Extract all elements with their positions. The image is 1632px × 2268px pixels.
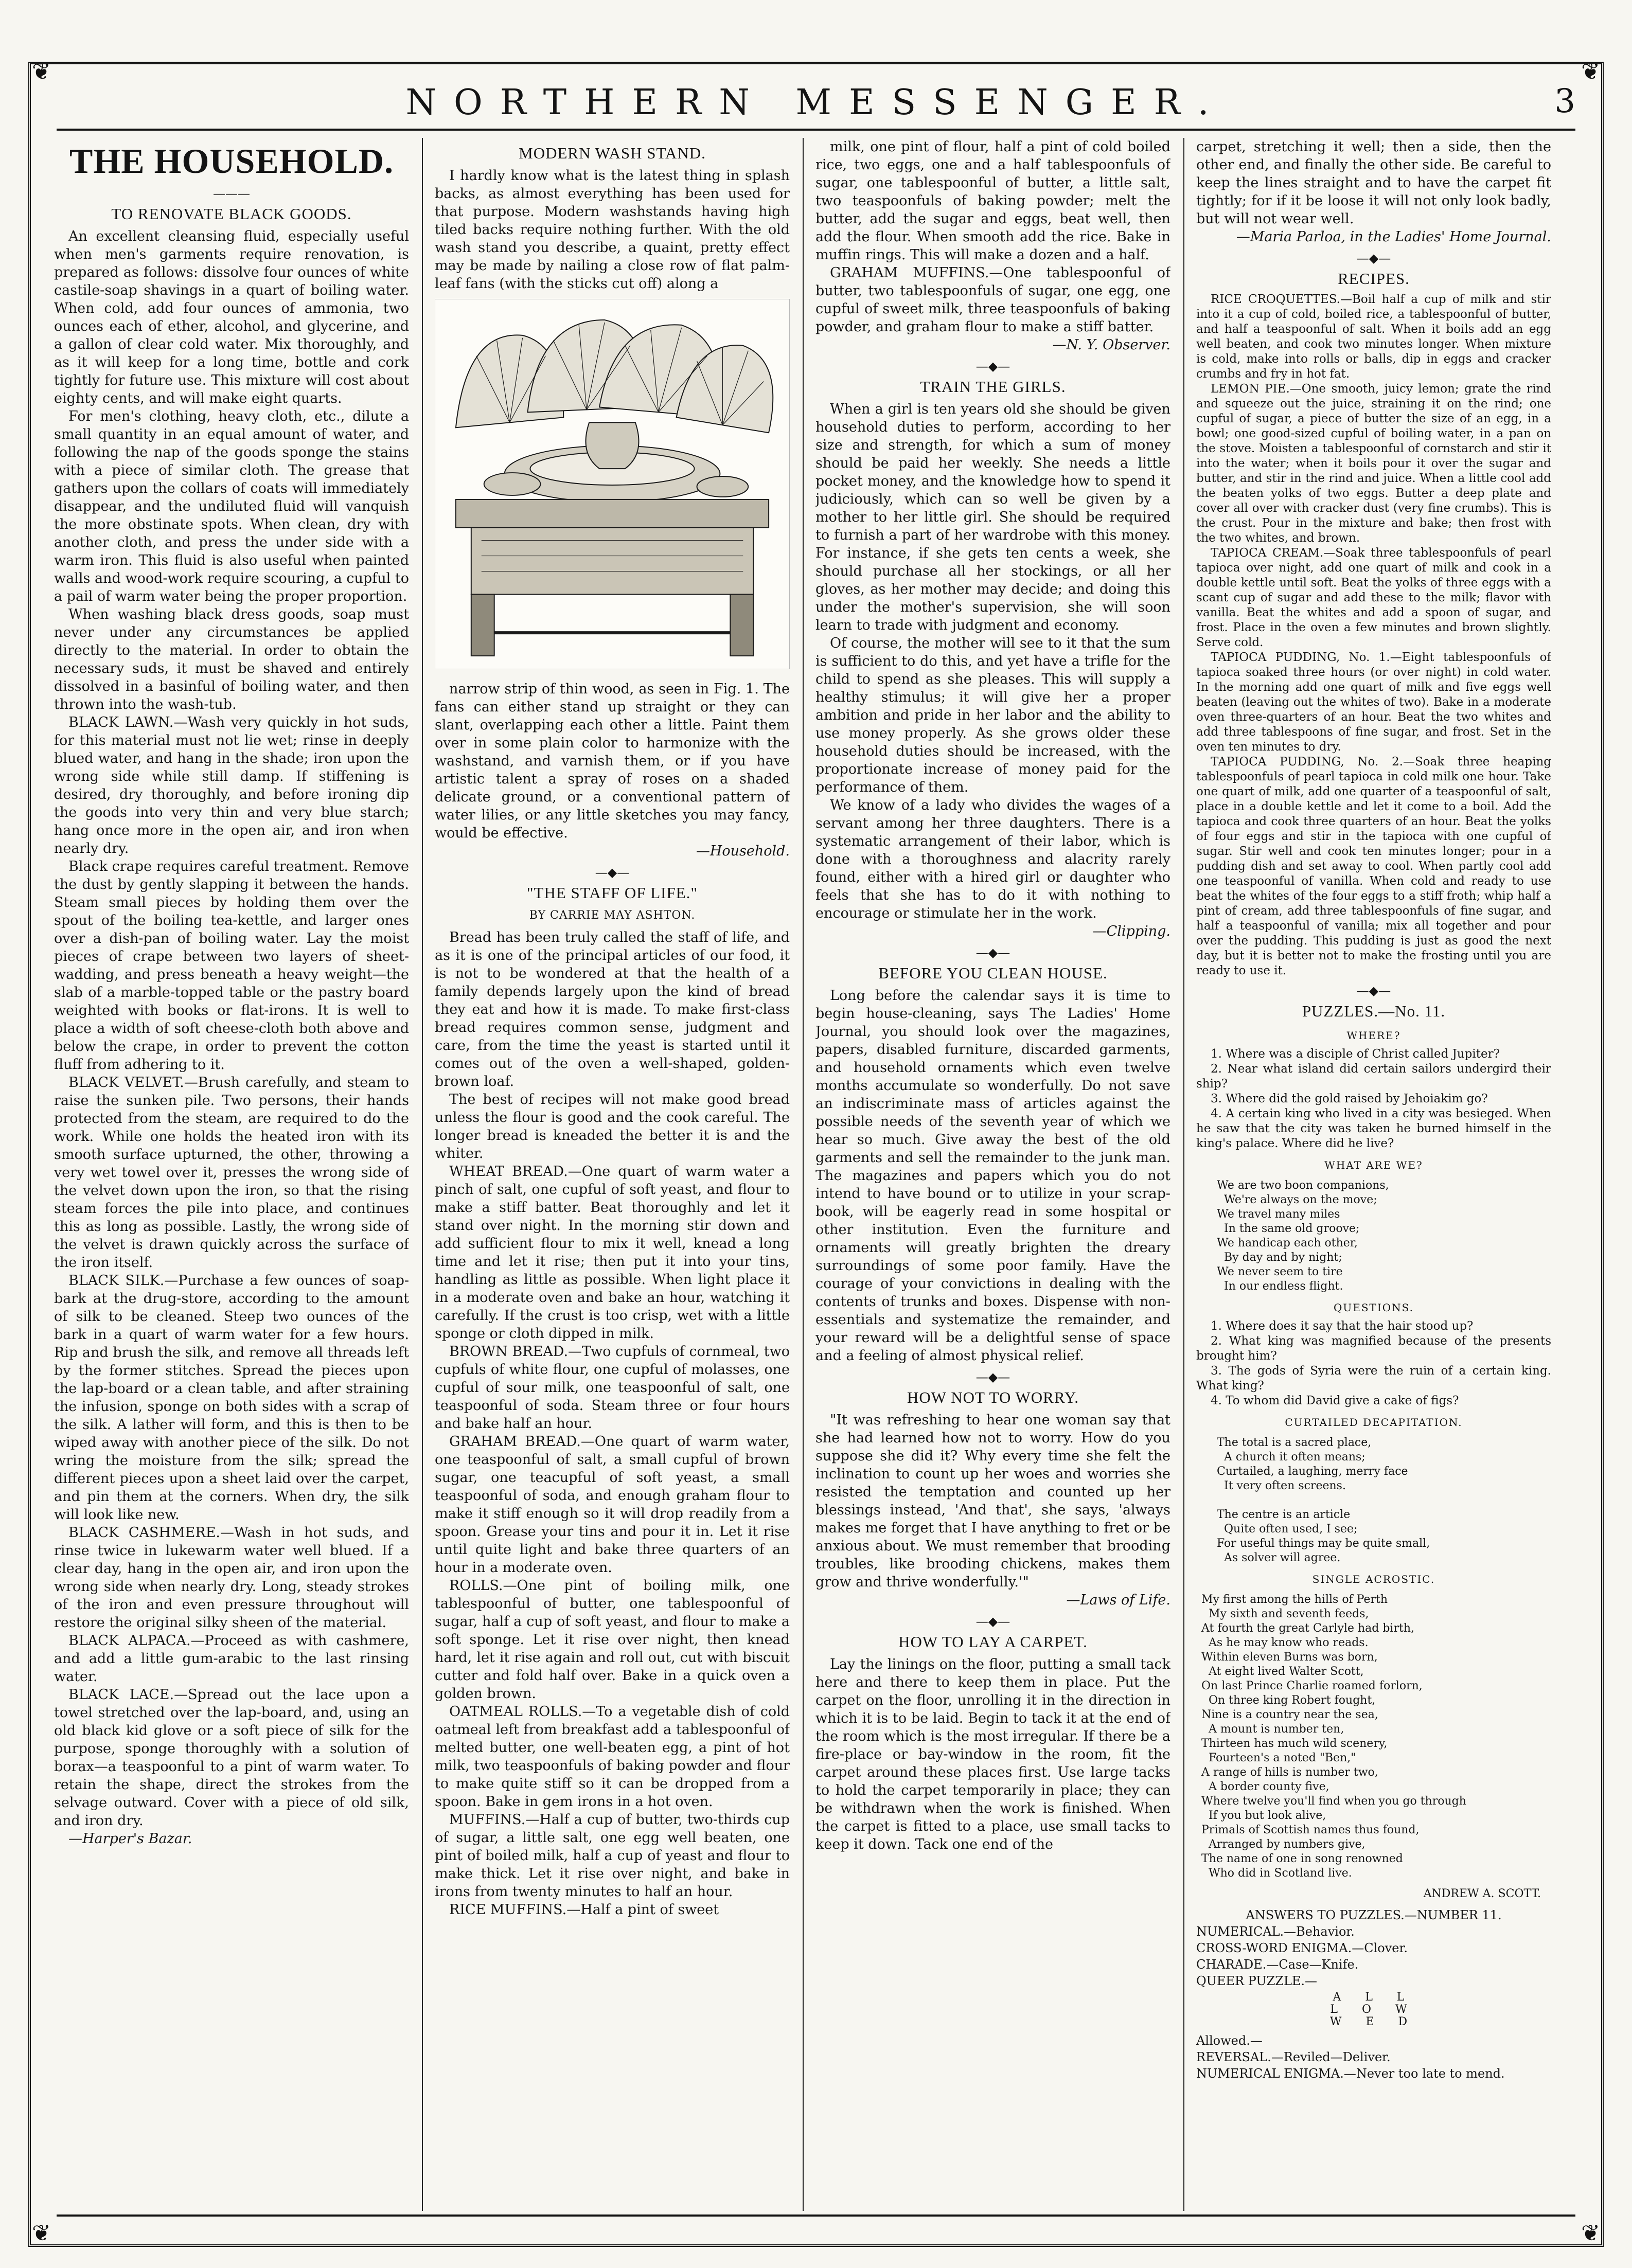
header-rule [57, 129, 1575, 131]
article-paragraph: GRAHAM BREAD.—One quart of warm water, one teaspoonful of salt, a small cupful of brown sugar, one teacupful of soft yeast, a small teaspoonful of soda, and enough graham flour to make it stiff enough so it will drop readily from a spoon. Grease your tins and pour it in. Let it rise until quite light and bake three quarters of an hour in a moderate oven. [435, 1434, 790, 1576]
section-title: PUZZLES.—No. 11. [1302, 1002, 1446, 1020]
article-paragraph: Of course, the mother will see to it that the sum is sufficient to do this, and yet have a trifle for the child to spend as she pleases. This will supply a healthy stimulus; it will give her a proper ambition and pride in her labor and the ability to use money properly. As she grows older these household duties should be increased, with the proportionate increase of money paid for the performance of them. [815, 635, 1170, 795]
puzzle-item: 4. To whom did David give a cake of figs? [1211, 1394, 1459, 1407]
article-paragraph: GRAHAM MUFFINS.—One tablespoonful of butter, two tablespoonfuls of sugar, one egg, one cupful of sweet milk, three teaspoonfuls of baking powder, and graham flour to make a stiff batter. [815, 265, 1170, 335]
puzzle-item: 3. Where did the gold raised by Jehoiakim go? [1211, 1092, 1488, 1105]
article-source: —Household. [696, 843, 790, 859]
corner-ornament-icon: ❦ [32, 59, 51, 85]
divider-icon: —◆— [975, 1370, 1010, 1384]
recipe-item: TAPIOCA PUDDING, No. 1.—Eight tablespoonfuls of tapioca soaked three hours (or over night) in cold water. In the morning add one quart of milk and five eggs well beaten (leaving out the whites of two). Bake in a moderate oven three-quarters of an hour. Beat the two whites and add three tablespoons of fine sugar, and frost. Set in the oven ten minutes to dry. [1196, 651, 1551, 754]
article-source: —Laws of Life. [1066, 1592, 1170, 1608]
answer-item: QUEER PUZZLE.— [1196, 1974, 1318, 1988]
divider-icon: —◆— [975, 359, 1010, 373]
column-4 [1196, 138, 1551, 2211]
recipe-item: TAPIOCA CREAM.—Soak three tablespoonfuls of pearl tapioca over night, add one quart of milk and cook in a double kettle until soft. Beat the yolks of three eggs with a scant cup of sugar and add these to the milk; flavor with vanilla. Beat the whites and add a spoon of sugar, and frost. Place in the oven a few minutes and brown slightly. Serve cold. [1196, 546, 1551, 649]
puzzle-verse: We are two boon companions, We're always on the move; We travel many miles In the same old groove; We handicap each other, By day and by night; We never seem to tire In our endless flight. [1217, 1179, 1389, 1293]
article-body [54, 227, 409, 1830]
recipe-item: RICE CROQUETTES.—Boil half a cup of milk and stir into it a cup of cold, boiled rice, a tablespoonful of butter, and half a teaspoonful of salt. When it boils add an egg well beaten, and cook two minutes longer. When mixture is cold, make into rolls or balls, dip in eggs and cracker crumbs and fry in hot fat. [1196, 293, 1551, 381]
article-paragraph: Black crape requires careful treatment. Remove the dust by gently slapping it between the hands. Steam small pieces by holding them over the spout of the boiling tea-kettle, and larger ones over a dish-pan of boiling water. Lay the moist pieces of crape between two layers of sheet-wadding, and press beneath a heavy weight—the slab of a marble-topped table or the pastry board weighted with books or flat-irons. It is well to place a width of soft cheese-cloth both above and below the crape, in order to prevent the cotton fluff from adhering to it. [54, 859, 409, 1073]
puzzle-item: 1. Where was a disciple of Christ called Jupiter? [1211, 1047, 1500, 1061]
puzzle-heading: WHERE? [1346, 1029, 1401, 1042]
puzzle-list [1196, 1047, 1551, 1151]
article-paragraph: When a girl is ten years old she should be given household duties to perform, according to her size and strength, for which a sum of money should be paid her weekly. She needs a little pocket money, and the knowledge how to spend it judiciously, which can so well be given by a mother to her little girl. She should be required to furnish a part of her wardrobe with this money. For instance, if she gets ten cents a week, she should purchase all her stockings, or all her gloves, as her mother may decide; and doing this under the mother's supervision, she will soon learn to trade with judgment and economy. [815, 401, 1170, 633]
answers-list [1196, 1923, 1551, 1989]
article-title: BEFORE YOU CLEAN HOUSE. [878, 964, 1108, 982]
answer-item: Allowed.— [1196, 2033, 1263, 2048]
column-rule [1183, 138, 1184, 2211]
column-3 [815, 138, 1170, 2211]
masthead: NORTHERN MESSENGER. [405, 82, 1227, 123]
article-paragraph: When washing black dress goods, soap must never under any circumstances be applied directly to the material. In order to obtain the necessary suds, it must be shaved and entirely dissolved in a basinful of boiling water, and then thrown into the wash-tub. [54, 606, 409, 712]
section-title: THE HOUSEHOLD. [69, 141, 394, 181]
divider-icon: —◆— [595, 865, 630, 880]
footer-rule [57, 2215, 1575, 2217]
article-body [435, 928, 790, 1919]
recipe-item: LEMON PIE.—One smooth, juicy lemon; grate the rind and squeeze out the juice, straining it on the rind; one cupful of sugar, a piece of butter the size of an egg, in a bowl; one good-sized cupful of boiling water, in a pan on the stove. Moisten a tablespoonful of cornstarch and stir it into the water; when it boils pour it over the sugar and butter, and stir in the rind and juice. When a little cool add the beaten yolks of two eggs. Butter a deep plate and cover all over with cracker dust (very fine crumbs). This is the crust. Pour in the mixture and bake; then frost with the two whites, and brown. [1196, 382, 1551, 545]
article-paragraph: narrow strip of thin wood, as seen in Fig. 1. The fans can either stand up straight or they can slant, overlapping each other a little. Paint them over in some plain color to harmonize with the washstand, and varnish them, or if you have artistic talent a spray of roses on a shaded delicate ground, or a conventional pattern of water lilies, or any little sketches you may fancy, would be effective. [435, 681, 790, 841]
article-title: HOW TO LAY A CARPET. [898, 1633, 1088, 1651]
article-paragraph: ROLLS.—One pint of boiling milk, one tablespoonful of butter, one tablespoonful of sugar, half a cup of soft yeast, and flour to make a soft sponge. Let it rise over night, then knead hard, let it rise again and roll out, cut with biscuit cutter and fold half over. Bake in a quick oven a golden brown. [435, 1578, 790, 1702]
article-title: MODERN WASH STAND. [519, 144, 706, 162]
puzzle-heading: SINGLE ACROSTIC. [1312, 1573, 1435, 1585]
column-rule [422, 138, 423, 2211]
page-number: 3 [1554, 82, 1575, 120]
washstand-illustration [435, 299, 790, 669]
article-paragraph: BLACK CASHMERE.—Wash in hot suds, and rinse twice in lukewarm water well blued. If a clear day, hang in the open air, and iron upon the wrong side when nearly dry. Long, steady strokes of the iron and even pressure throughout will restore the original silky sheen of the material. [54, 1525, 409, 1631]
puzzle-list [1196, 1319, 1551, 1408]
corner-ornament-icon: ❦ [1581, 2220, 1600, 2246]
article-paragraph: "It was refreshing to hear one woman say that she had learned how not to worry. How do you suppose she did it? Why every time she felt the inclination to count up her woes and worries she resisted the temptation and counted up her blessings instead, 'And that', she says, 'always makes me forget that I have anything to fret or be anxious about. We must remember that brooding troubles, like brooding chickens, makes them grow and thrive wonderfully.'" [815, 1412, 1170, 1590]
article-paragraph: BLACK SILK.—Purchase a few ounces of soap-bark at the drug-store, according to the amount of silk to be cleaned. Steep two ounces of the bark in a quart of warm water for a few hours. Rip and brush the silk, and remove all threads left by the former stitches. Spread the pieces upon the lap-board or a clean table, and after straining the infusion, sponge on both sides with a scrap of the silk. A lather will form, and this is then to be wiped away with another piece of the silk. Do not wring the moisture from the silk; spread the different pieces upon a sheet laid over the carpet, and pin them at the corners. When dry, the silk will look like new. [54, 1273, 409, 1523]
puzzle-verse: My first among the hills of Perth My sixth and seventh feeds, At fourth the great Carlyle had birth, As he may know who reads. Within eleven Burns was born, At eight lived Walter Scott, On last Prince Charlie roamed forlorn, On three king Robert fought, Nine is a country near the sea, A mount is number ten, Thirteen has much wild scenery, Fourteen's a noted "Ben," A range of hills is number two, A border county five, Where twelve you'll find when you go through If you but look alive, Primals of Scottish names thus found, Arranged by numbers give, The name of one in song renowned Who did in Scotland live. [1201, 1593, 1466, 1880]
answer-item: CROSS-WORD ENIGMA.—Clover. [1196, 1941, 1408, 1955]
answers-list [1196, 2032, 1551, 2082]
answer-item: REVERSAL.—Reviled—Deliver. [1196, 2050, 1391, 2064]
article-paragraph: I hardly know what is the latest thing in splash backs, as almost everything has been used for that purpose. Modern washstands having high tiled backs require nothing further. With the old wash stand you describe, a quaint, pretty effect may be made by nailing a close row of flat palm-leaf fans (with the sticks cut off) along a [435, 168, 790, 292]
article-paragraph: BLACK LACE.—Spread out the lace upon a towel stretched over the lap-board, and, using an old black kid glove or a soft piece of silk for the purpose, sponge thoroughly with a solution of borax—a teaspoonful to a pint of warm water. To retain the shape, direct the strokes from the selvage outward. Cover with a piece of old silk, and iron dry. [54, 1687, 409, 1829]
article-byline: BY CARRIE MAY ASHTON. [529, 909, 696, 922]
puzzle-item: 1. Where does it say that the hair stood up? [1211, 1319, 1474, 1333]
article-source: —Maria Parloa, in the Ladies' Home Journal. [1236, 229, 1551, 245]
divider-icon: —◆— [975, 945, 1010, 960]
puzzle-heading: CURTAILED DECAPITATION. [1285, 1416, 1463, 1428]
recipes-list [1196, 292, 1551, 978]
article-paragraph: We know of a lady who divides the wages of a servant among her three daughters. There is a systematic arrangement of their labor, which is done with a thoroughness and alacrity rarely found, either with a hired girl or daughter who feels that she has to do it with nothing to encourage or stimulate her in the work. [815, 797, 1170, 921]
article-paragraph: RICE MUFFINS.—Half a pint of sweet [449, 1902, 719, 1918]
column-1 [54, 138, 409, 2211]
puzzle-heading: QUESTIONS. [1333, 1301, 1414, 1314]
queer-puzzle-answer: A L L L O W W E D [1329, 1991, 1418, 2028]
article-body [815, 138, 1170, 336]
puzzle-item: 4. A certain king who lived in a city was besieged. When he saw that the city was taken he burned himself in the king's palace. Where did he live? [1196, 1107, 1551, 1150]
divider-icon: —◆— [1356, 251, 1391, 265]
article-title: HOW NOT TO WORRY. [907, 1388, 1079, 1406]
article-paragraph: BLACK VELVET.—Brush carefully, and steam to raise the sunken pile. Two persons, their hands protected from the steam, are required to do the work. While one holds the heated iron with its smooth surface upturned, the other, throwing a very wet towel over it, presses the wrong side of the velvet down upon the iron, so that the rising steam forces the pile into place, and continues this as long as possible. Lastly, the wrong side of the velvet is drawn quickly across the surface of the iron itself. [54, 1075, 409, 1271]
answers-title: ANSWERS TO PUZZLES.—NUMBER 11. [1246, 1908, 1502, 1922]
article-paragraph: MUFFINS.—Half a cup of butter, two-thirds cup of sugar, a little salt, one egg well beaten, one pint of boiled milk, half a cup of yeast and flour to make thick. Let it rise over night, and bake in irons from twenty minutes to half an hour. [435, 1812, 790, 1900]
puzzle-item: 3. The gods of Syria were the ruin of a certain king. What king? [1196, 1364, 1551, 1392]
article-paragraph: BLACK ALPACA.—Proceed as with cashmere, and add a little gum-arabic to the last rinsing water. [54, 1633, 409, 1685]
article-title: "THE STAFF OF LIFE." [526, 884, 698, 902]
article-body [815, 400, 1170, 922]
corner-ornament-icon: ❦ [1581, 59, 1600, 85]
article-paragraph: Bread has been truly called the staff of life, and as it is one of the principal articles of our food, it is not to be wondered at that the health of a family depends largely upon the kind of bread they eat and how it is made. To make first-class bread requires common sense, judgment and care, from the time the yeast is started until it comes out of the oven a well-shaped, golden-brown loaf. [435, 930, 790, 1090]
article-paragraph: An excellent cleansing fluid, especially useful when men's garments require renovation, is prepared as follows: dissolve four ounces of white castile-soap shavings in a quart of boiling water. When cold, add four ounces of ammonia, two ounces each of ether, alcohol, and glycerine, and a gallon of clear cold water. Mix thoroughly, and as it will keep for a long time, bottle and cork tightly for future use. This mixture will cost about eighty cents, and will make eight quarts. [54, 228, 409, 406]
article-paragraph: Lay the linings on the floor, putting a small tack here and there to keep them in place. Put the carpet on the floor, unrolling it in the direction in which it is to be laid. Begin to tack it at the end of the room which is the most irregular. If there be a fire-place or bay-window in the room, fit the carpet around these places first. Use large tacks to hold the carpet temporarily in place; they can be withdrawn when the work is finished. When the carpet is fitted to a place, use small tacks to keep it down. Tack one end of the [815, 1656, 1170, 1852]
section-title: RECIPES. [1338, 270, 1410, 288]
divider: ——— [213, 186, 250, 201]
article-title: TO RENOVATE BLACK GOODS. [111, 205, 352, 223]
article-paragraph: BLACK LAWN.—Wash very quickly in hot suds, for this material must not lie wet; rinse in deeply blued water, and hang in the shade; iron upon the wrong side while still damp. If stiffening is desired, dry thoroughly, and before ironing dip the goods into very thin and very blue starch; hang once more in the open air, and iron when nearly dry. [54, 715, 409, 856]
answer-item: NUMERICAL ENIGMA.—Never too late to mend. [1196, 2066, 1505, 2081]
corner-ornament-icon: ❦ [32, 2220, 51, 2246]
puzzle-item: 2. What king was magnified because of the presents brought him? [1196, 1334, 1551, 1363]
article-paragraph: The best of recipes will not make good bread unless the flour is good and the cook careful. The longer bread is kneaded the better it is and the whiter. [435, 1092, 790, 1162]
article-paragraph: milk, one pint of flour, half a pint of cold boiled rice, two eggs, one and a half tablespoonfuls of sugar, one tablespoonful of butter, a little salt, two teaspoonfuls of baking powder; melt the butter, add the sugar and eggs, beat well, then add the flour. When smooth add the rice. Bake in muffin rings. This will make a dozen and a half. [815, 139, 1170, 263]
article-paragraph: For men's clothing, heavy cloth, etc., dilute a small quantity in an equal amount of water, and following the nap of the goods sponge the stains with a piece of similar cloth. The grease that gathers upon the collars of coats will immediately disappear, and the undiluted fluid will vanquish the more obstinate spots. When clean, dry with another cloth, and press the under side with a warm iron. This fluid is also useful when painted walls and wood-work require scouring, a cupful to a pail of warm water being the proper proportion. [54, 408, 409, 604]
divider-icon: —◆— [975, 1614, 1010, 1629]
article-paragraph: BROWN BREAD.—Two cupfuls of cornmeal, two cupfuls of white flour, one cupful of molasses, one cupful of sour milk, one teaspoonful of salt, one teaspoonful of soda. Steam three or four hours and bake half an hour. [435, 1344, 790, 1432]
article-paragraph: OATMEAL ROLLS.—To a vegetable dish of cold oatmeal left from breakfast add a tablespoonful of melted butter, one well-beaten egg, a pint of hot milk, two teaspoonfuls of baking powder and flour to make quite stiff so it can be dropped from a spoon. Bake in gem irons in a hot oven. [435, 1704, 790, 1810]
article-title: TRAIN THE GIRLS. [920, 378, 1066, 396]
article-source: —Harper's Bazar. [68, 1831, 192, 1847]
puzzle-heading: WHAT ARE WE? [1324, 1159, 1423, 1171]
puzzle-verse: The total is a sacred place, A church it often means; Curtailed, a laughing, merry face It very often screens. The centre is an article Quite often used, I see; For useful things may be quite small, As solver will agree. [1217, 1436, 1430, 1564]
article-source: —N. Y. Observer. [1052, 337, 1170, 353]
column-2 [435, 138, 790, 2211]
divider-icon: —◆— [1356, 984, 1391, 998]
article-source: —Clipping. [1092, 923, 1170, 939]
answer-item: NUMERICAL.—Behavior. [1196, 1924, 1355, 1939]
answer-item: CHARADE.—Case—Knife. [1196, 1957, 1359, 1972]
article-paragraph: WHEAT BREAD.—One quart of warm water a pinch of salt, one cupful of soft yeast, and flour to make a stiff batter. Beat thoroughly and let it stand over night. In the morning stir down and add sufficient flour to mix it well, knead a long time and let it rise; then put it into your tins, handling as little as possible. When light place it in a moderate oven and bake an hour, watching it carefully. If the crust is too crisp, wet with a little sponge or cloth dipped in milk. [435, 1164, 790, 1342]
recipe-item: TAPIOCA PUDDING, No. 2.—Soak three heaping tablespoonfuls of pearl tapioca in cold milk one hour. Take one quart of milk, add one quarter of a teaspoonful of salt, place in a double kettle and let it come to a boil. Add the tapioca and cook three quarters of an hour. Beat the yolks of four eggs and stir in the tapioca with one cupful of sugar. Stir well and cook ten minutes longer; pour in a pudding dish and set away to cool. When partly cool add one teaspoonful of vanilla. When cold and ready to use beat the whites of the four eggs to a stiff froth; whip half a pint of cream, add three tablespoonfuls of fine sugar, and half a teaspoonful of vanilla; mix all together and pour over the pudding. This pudding is just as good the next day, but it is better not to make the frosting until you are ready to use it. [1196, 755, 1551, 977]
puzzle-item: 2. Near what island did certain sailors undergird their ship? [1196, 1062, 1551, 1091]
puzzle-author: ANDREW A. SCOTT. [1423, 1887, 1541, 1900]
article-paragraph: Long before the calendar says it is time to begin house-cleaning, says The Ladies' Home Journal, you should look over the magazines, papers, disabled furniture, discarded garments, and household ornaments which even twelve months accumulate so wonderfully. Do not save an indiscriminate mass of articles against the possible needs of the seventh year of which we hear so much. Give away the best of the old garments and sell the remainder to the junk man. The magazines and papers which you do not intend to have bound or to utilize in your scrap-book, will be eagerly read in some hospital or other institution. Even the furniture and ornaments will greatly brighten the dreary surroundings of some poor family. Have the courage of your convictions in dealing with the contents of trunks and boxes. Dispense with non-essentials and systematize the remainder, and your reward will be a delightful sense of space and a feeling of almost physical relief. [815, 988, 1170, 1364]
article-paragraph: carpet, stretching it well; then a side, then the other end, and finally the other side. Be careful to keep the lines straight and to have the carpet fit tightly; for if it be loose it will not only look badly, but will not wear well. [1196, 139, 1551, 227]
column-rule [803, 138, 804, 2211]
